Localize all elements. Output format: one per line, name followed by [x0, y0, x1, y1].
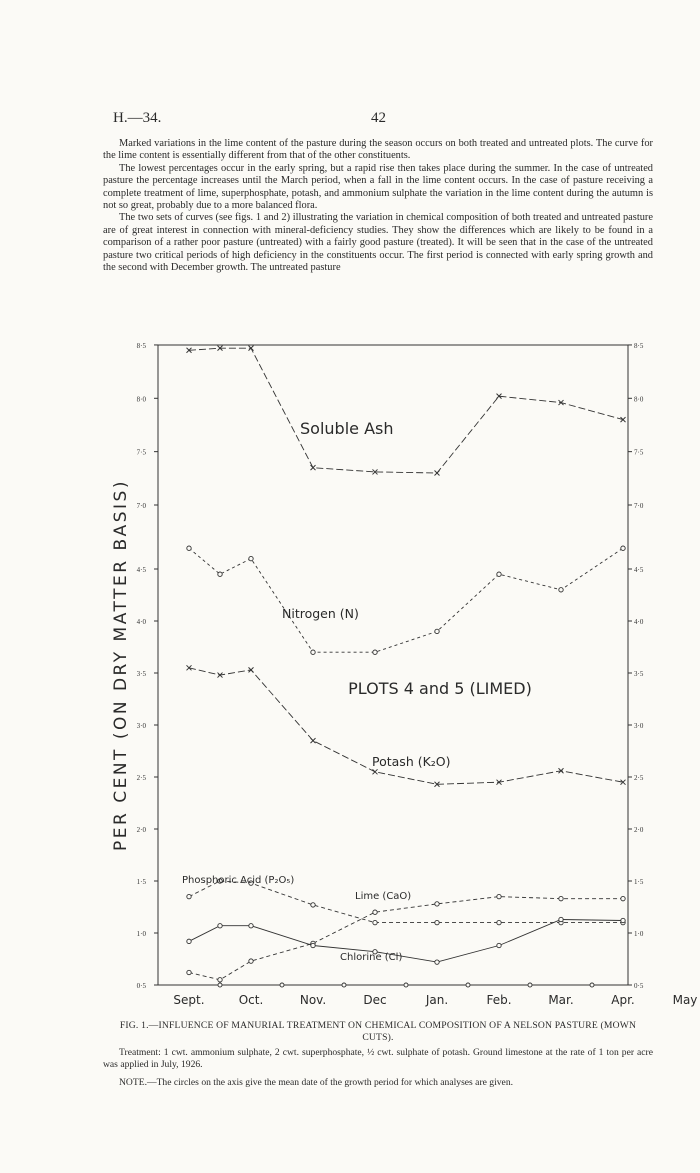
data-point — [187, 894, 191, 898]
right-tick-label: 3·0 — [634, 722, 644, 730]
data-point — [311, 465, 316, 470]
data-point — [497, 572, 501, 576]
data-point — [187, 939, 191, 943]
axis-date-circle — [528, 983, 532, 987]
data-point — [559, 588, 563, 592]
data-point — [497, 894, 501, 898]
data-point — [621, 417, 626, 422]
x-tick-label: Feb. — [486, 993, 512, 1007]
series-label-phosphoric: Phosphoric Acid (P₂O₅) — [182, 875, 295, 886]
axis-date-circle — [342, 983, 346, 987]
data-point — [218, 978, 222, 982]
plot-frame — [158, 345, 628, 985]
paragraph-2: The lowest percentages occur in the early spring, but a rapid rise then takes place during the summer. In the case of untreated pasture the percentage increases until the March period, when a fall in the lime content occurs. In the case of pasture receiving a complete treatment of lime, superphosphate, potash, and ammonium sulphate the variation in the lime content during the autumn is not so great, probably due to a more balanced flora. — [103, 162, 653, 212]
y-tick-label: 4·0 — [136, 618, 146, 626]
series-line — [189, 920, 623, 963]
data-point — [249, 924, 253, 928]
caption-title: FIG. 1.—INFLUENCE OF MANURIAL TREATMENT ON CHEMICAL COMPOSITION OF A NELSON PASTURE (MOWN CUTS). — [119, 1020, 637, 1043]
y-tick-label: 3·0 — [136, 722, 146, 730]
data-point — [621, 546, 625, 550]
series-line — [189, 548, 623, 652]
data-point — [497, 943, 501, 947]
y-axis-label: PER CENT (ON DRY MATTER BASIS) — [111, 479, 131, 851]
axis-date-circle — [218, 983, 222, 987]
series-line — [189, 348, 623, 473]
x-tick-label: Dec — [363, 993, 387, 1007]
data-point — [559, 896, 563, 900]
right-tick-label: 0·5 — [634, 982, 644, 990]
y-tick-label: 8·5 — [136, 341, 146, 350]
x-tick-label: Nov. — [299, 993, 327, 1007]
data-point — [435, 629, 439, 633]
data-point — [373, 910, 377, 914]
y-tick-label: 7·5 — [136, 448, 146, 457]
data-point — [435, 470, 440, 475]
data-point — [187, 546, 191, 550]
data-point — [435, 920, 439, 924]
y-tick-label: 2·5 — [136, 774, 146, 782]
right-tick-label: 8·0 — [634, 395, 644, 404]
x-tick-label: Sept. — [173, 993, 205, 1007]
series-label-ash: Soluble Ash — [300, 419, 394, 438]
x-tick-label: Mar. — [548, 993, 574, 1007]
y-tick-label: 7·0 — [136, 502, 146, 510]
figure-caption — [103, 1020, 653, 1089]
data-point — [373, 769, 378, 774]
right-tick-label: 2·5 — [634, 774, 644, 782]
data-point — [311, 650, 315, 654]
axis-date-circle — [466, 983, 470, 987]
right-tick-label: 4·0 — [634, 618, 644, 626]
x-tick-label: Oct. — [238, 993, 264, 1007]
right-tick-label: 4·5 — [634, 566, 644, 574]
data-point — [311, 943, 315, 947]
data-point — [249, 556, 253, 560]
data-point — [435, 960, 439, 964]
caption-note: NOTE.—The circles on the axis give the mean date of the growth period for which analyses are given. — [119, 1077, 514, 1088]
data-point — [373, 920, 377, 924]
data-point — [621, 896, 625, 900]
data-point — [497, 920, 501, 924]
axis-date-circle — [280, 983, 284, 987]
data-point — [187, 970, 191, 974]
series-lines — [187, 346, 626, 982]
right-tick-label: 7·5 — [634, 448, 644, 457]
x-tick-label: Apr. — [611, 993, 635, 1007]
paragraph-3: The two sets of curves (see figs. 1 and 2) illustrating the variation in chemical composition of both treated and untreated pasture are of great interest in connection with mineral-deficiency studies. They show the differences which are likely to be found in a comparison of a rather poor pasture (untreated) with a fairly good pasture (treated). It will be seen that in the case of the untreated pasture two critical periods of high deficiency in the constituents occur. The first period is connected with early spring growth and the second with December growth. The untreated pasture — [103, 212, 653, 274]
data-point — [311, 903, 315, 907]
right-tick-label: 2·0 — [634, 826, 644, 834]
y-tick-label: 8·0 — [136, 395, 146, 404]
data-point — [373, 650, 377, 654]
page-number: 42 — [371, 110, 386, 126]
right-tick-label: 7·0 — [634, 502, 644, 510]
y-tick-label: 3·5 — [136, 670, 146, 678]
data-point — [249, 959, 253, 963]
x-tick-label: Jan. — [425, 993, 449, 1007]
plots-label: PLOTS 4 and 5 (LIMED) — [348, 679, 532, 698]
data-point — [435, 902, 439, 906]
y-tick-label: 1·0 — [136, 930, 146, 938]
data-point — [218, 572, 222, 576]
paragraph-1: Marked variations in the lime content of the pasture during the season occurs on both treated and untreated plots. The curve for the lime content is essentially different from that of the other constituents. — [103, 138, 653, 162]
x-tick-label: May — [672, 993, 698, 1007]
right-tick-label: 1·5 — [634, 878, 644, 886]
y-tick-label: 2·0 — [136, 826, 146, 834]
data-point — [621, 918, 625, 922]
report-code: H.—34. — [113, 110, 162, 126]
series-label-chlorine: Chlorine (Cl) — [340, 952, 403, 963]
right-tick-label: 1·0 — [634, 930, 644, 938]
y-tick-label: 4·5 — [136, 566, 146, 574]
axis-date-circle — [404, 983, 408, 987]
right-tick-label: 8·5 — [634, 341, 644, 350]
series-line — [189, 897, 623, 980]
caption-treatment: Treatment: 1 cwt. ammonium sulphate, 2 cwt. superphosphate, ½ cwt. sulphate of potash. Ground limestone at the rate of 1 ton per acre was applied in July, 1926. — [103, 1047, 653, 1070]
series-label-nitrogen: Nitrogen (N) — [282, 606, 359, 621]
axis-date-circle — [590, 983, 594, 987]
right-tick-label: 3·5 — [634, 670, 644, 678]
series-label-lime: Lime (CaO) — [355, 891, 412, 902]
data-point — [311, 738, 316, 743]
series-label-potash: Potash (K₂O) — [372, 754, 451, 769]
y-tick-label: 1·5 — [136, 878, 146, 886]
data-point — [559, 917, 563, 921]
data-point — [218, 924, 222, 928]
y-tick-label: 0·5 — [136, 982, 146, 990]
